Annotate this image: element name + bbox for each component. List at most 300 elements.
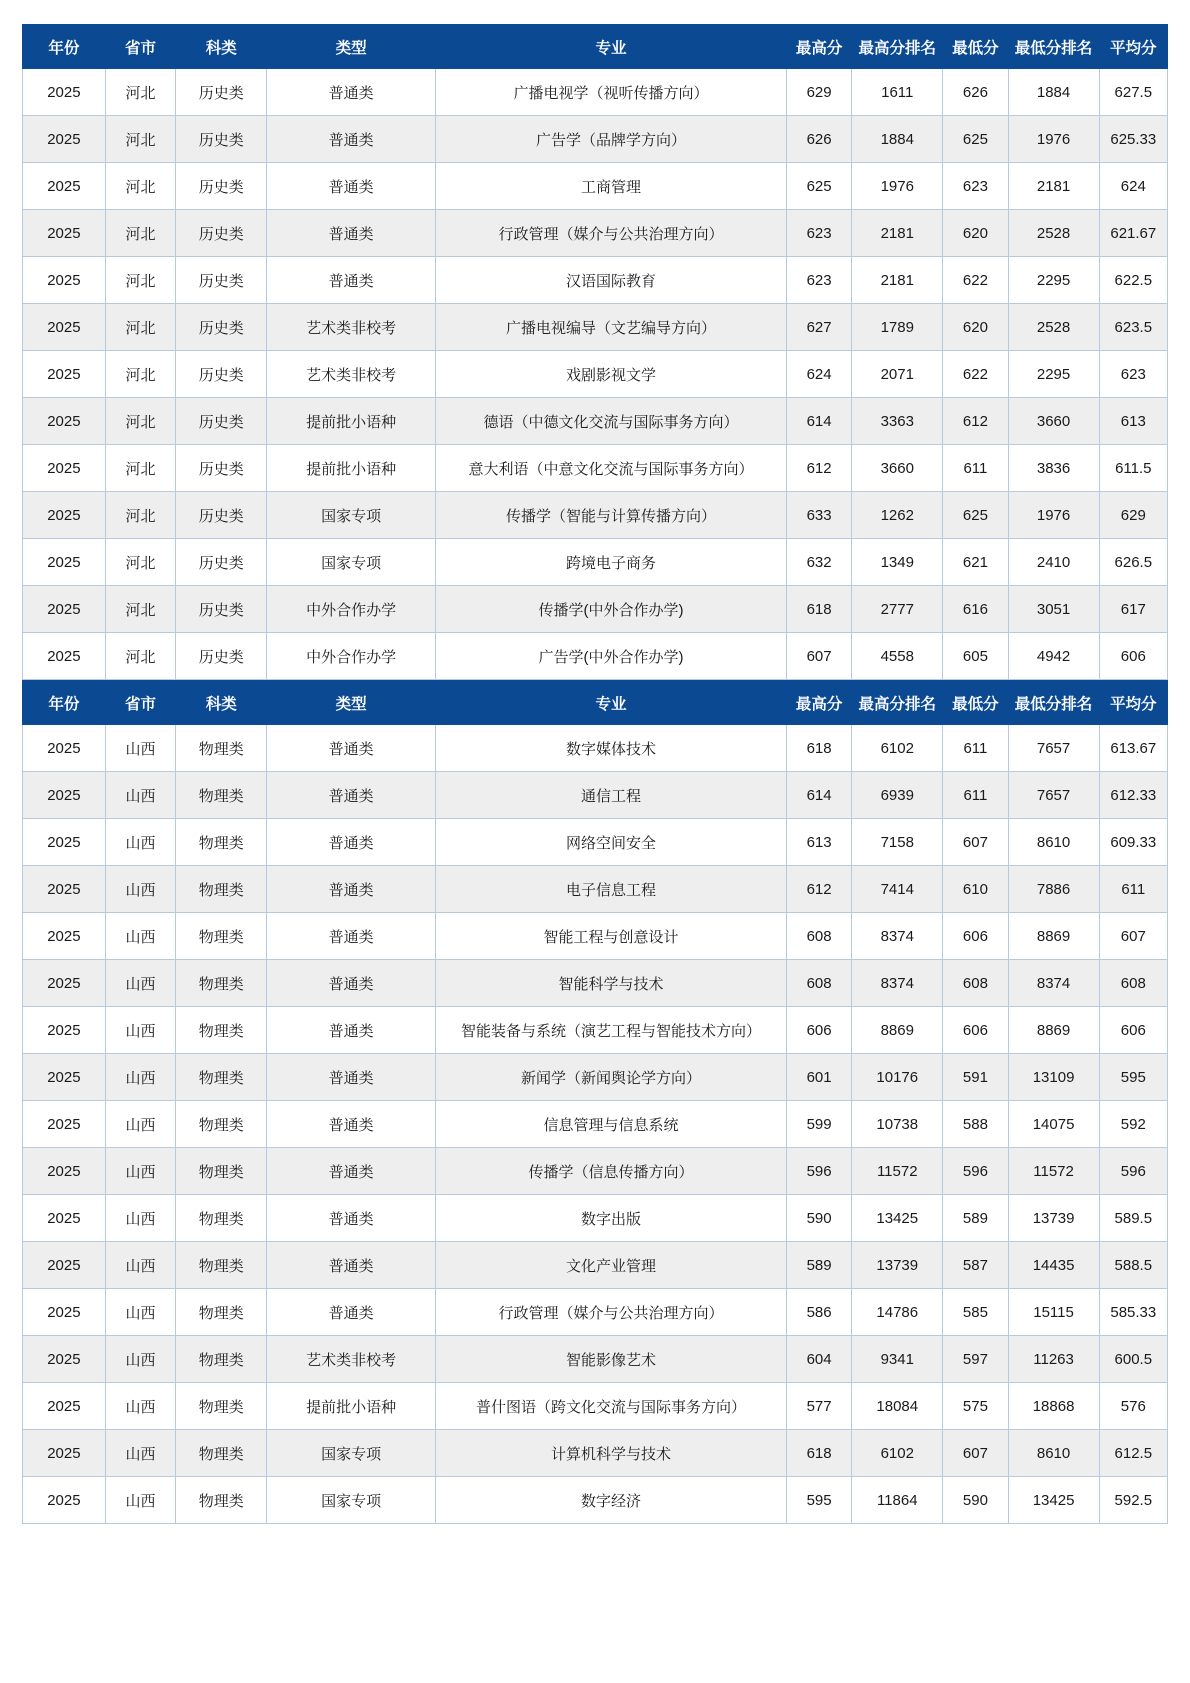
table-row: [23, 772, 1168, 819]
column-header-min-score: 最低分: [943, 25, 1008, 69]
cell-min-score: 605: [943, 633, 1008, 680]
cell-min-score: 575: [943, 1383, 1008, 1430]
table-row: [23, 633, 1168, 680]
cell-min-score: 622: [943, 257, 1008, 304]
cell-max-score: 589: [786, 1242, 851, 1289]
cell-major: 广告学(中外合作办学): [436, 633, 787, 680]
cell-year: 2025: [23, 772, 106, 819]
cell-max-score: 601: [786, 1054, 851, 1101]
cell-min-rank: 11263: [1008, 1336, 1099, 1383]
column-header-min-rank: 最低分排名: [1008, 25, 1099, 69]
cell-avg-score: 623: [1099, 351, 1167, 398]
cell-major: 意大利语（中意文化交流与国际事务方向）: [436, 445, 787, 492]
cell-min-score: 611: [943, 725, 1008, 772]
cell-min-score: 611: [943, 772, 1008, 819]
cell-max-rank: 2181: [852, 257, 943, 304]
cell-type: 普通类: [267, 1195, 436, 1242]
cell-year: 2025: [23, 304, 106, 351]
cell-avg-score: 611: [1099, 866, 1167, 913]
cell-max-score: 577: [786, 1383, 851, 1430]
table-row: [23, 1007, 1168, 1054]
cell-min-rank: 15115: [1008, 1289, 1099, 1336]
cell-major: 智能科学与技术: [436, 960, 787, 1007]
cell-province: 山西: [105, 1101, 175, 1148]
cell-min-score: 588: [943, 1101, 1008, 1148]
cell-type: 普通类: [267, 257, 436, 304]
cell-max-score: 618: [786, 725, 851, 772]
table-row: [23, 163, 1168, 210]
cell-subject: 历史类: [176, 539, 267, 586]
cell-max-score: 618: [786, 586, 851, 633]
column-header-avg-score: 平均分: [1099, 25, 1167, 69]
column-header-max-rank: 最高分排名: [852, 25, 943, 69]
cell-type: 普通类: [267, 163, 436, 210]
cell-year: 2025: [23, 1242, 106, 1289]
cell-max-score: 618: [786, 1430, 851, 1477]
cell-province: 河北: [105, 69, 175, 116]
cell-year: 2025: [23, 1430, 106, 1477]
table-row: [23, 492, 1168, 539]
cell-year: 2025: [23, 1054, 106, 1101]
cell-type: 国家专项: [267, 492, 436, 539]
cell-type: 普通类: [267, 116, 436, 163]
cell-subject: 历史类: [176, 633, 267, 680]
table-row: [23, 539, 1168, 586]
cell-province: 河北: [105, 445, 175, 492]
cell-major: 新闻学（新闻舆论学方向）: [436, 1054, 787, 1101]
cell-max-rank: 1349: [852, 539, 943, 586]
cell-province: 河北: [105, 116, 175, 163]
table-row: [23, 866, 1168, 913]
cell-min-rank: 8869: [1008, 913, 1099, 960]
cell-province: 山西: [105, 1195, 175, 1242]
cell-min-rank: 2528: [1008, 304, 1099, 351]
cell-max-rank: 9341: [852, 1336, 943, 1383]
cell-year: 2025: [23, 69, 106, 116]
cell-province: 山西: [105, 1383, 175, 1430]
cell-min-rank: 11572: [1008, 1148, 1099, 1195]
cell-min-rank: 1976: [1008, 492, 1099, 539]
cell-year: 2025: [23, 1195, 106, 1242]
cell-year: 2025: [23, 1383, 106, 1430]
cell-subject: 物理类: [176, 1477, 267, 1524]
cell-min-rank: 1884: [1008, 69, 1099, 116]
cell-subject: 历史类: [176, 492, 267, 539]
cell-min-score: 625: [943, 116, 1008, 163]
cell-type: 国家专项: [267, 1477, 436, 1524]
table-row: [23, 1336, 1168, 1383]
cell-type: 普通类: [267, 866, 436, 913]
cell-min-rank: 3836: [1008, 445, 1099, 492]
cell-max-score: 596: [786, 1148, 851, 1195]
cell-avg-score: 606: [1099, 1007, 1167, 1054]
cell-min-score: 606: [943, 1007, 1008, 1054]
cell-year: 2025: [23, 1477, 106, 1524]
cell-subject: 物理类: [176, 960, 267, 1007]
cell-avg-score: 588.5: [1099, 1242, 1167, 1289]
cell-min-rank: 8610: [1008, 1430, 1099, 1477]
cell-min-score: 621: [943, 539, 1008, 586]
cell-max-score: 612: [786, 445, 851, 492]
cell-province: 山西: [105, 772, 175, 819]
cell-year: 2025: [23, 257, 106, 304]
cell-year: 2025: [23, 586, 106, 633]
cell-year: 2025: [23, 492, 106, 539]
cell-max-score: 586: [786, 1289, 851, 1336]
cell-province: 河北: [105, 633, 175, 680]
cell-province: 河北: [105, 492, 175, 539]
cell-major: 行政管理（媒介与公共治理方向）: [436, 1289, 787, 1336]
cell-max-rank: 2181: [852, 210, 943, 257]
cell-major: 跨境电子商务: [436, 539, 787, 586]
cell-min-score: 607: [943, 819, 1008, 866]
cell-max-score: 633: [786, 492, 851, 539]
column-header-min-rank: 最低分排名: [1008, 681, 1099, 725]
cell-type: 艺术类非校考: [267, 351, 436, 398]
cell-max-rank: 3660: [852, 445, 943, 492]
column-header-min-score: 最低分: [943, 681, 1008, 725]
cell-min-score: 625: [943, 492, 1008, 539]
cell-avg-score: 600.5: [1099, 1336, 1167, 1383]
cell-min-rank: 8374: [1008, 960, 1099, 1007]
cell-max-rank: 1884: [852, 116, 943, 163]
cell-max-score: 599: [786, 1101, 851, 1148]
cell-min-rank: 4942: [1008, 633, 1099, 680]
cell-avg-score: 627.5: [1099, 69, 1167, 116]
cell-subject: 物理类: [176, 1148, 267, 1195]
cell-max-score: 608: [786, 913, 851, 960]
table-row: [23, 960, 1168, 1007]
cell-major: 网络空间安全: [436, 819, 787, 866]
cell-subject: 物理类: [176, 819, 267, 866]
cell-major: 计算机科学与技术: [436, 1430, 787, 1477]
cell-province: 河北: [105, 398, 175, 445]
table-row: [23, 725, 1168, 772]
cell-major: 信息管理与信息系统: [436, 1101, 787, 1148]
cell-min-rank: 13425: [1008, 1477, 1099, 1524]
table-row: [23, 210, 1168, 257]
cell-major: 智能装备与系统（演艺工程与智能技术方向）: [436, 1007, 787, 1054]
cell-subject: 历史类: [176, 69, 267, 116]
cell-max-score: 629: [786, 69, 851, 116]
cell-type: 普通类: [267, 1007, 436, 1054]
cell-avg-score: 611.5: [1099, 445, 1167, 492]
cell-subject: 物理类: [176, 1054, 267, 1101]
cell-avg-score: 612.5: [1099, 1430, 1167, 1477]
cell-min-rank: 2295: [1008, 351, 1099, 398]
cell-min-rank: 2528: [1008, 210, 1099, 257]
cell-min-score: 597: [943, 1336, 1008, 1383]
cell-avg-score: 607: [1099, 913, 1167, 960]
column-header-province: 省市: [105, 681, 175, 725]
cell-max-rank: 14786: [852, 1289, 943, 1336]
cell-major: 智能工程与创意设计: [436, 913, 787, 960]
table-row: [23, 351, 1168, 398]
cell-province: 山西: [105, 1054, 175, 1101]
cell-year: 2025: [23, 445, 106, 492]
cell-max-rank: 7158: [852, 819, 943, 866]
cell-subject: 物理类: [176, 1336, 267, 1383]
cell-max-rank: 6102: [852, 725, 943, 772]
cell-year: 2025: [23, 960, 106, 1007]
table-row: [23, 1383, 1168, 1430]
cell-major: 电子信息工程: [436, 866, 787, 913]
cell-subject: 历史类: [176, 445, 267, 492]
cell-avg-score: 608: [1099, 960, 1167, 1007]
cell-avg-score: 595: [1099, 1054, 1167, 1101]
cell-avg-score: 623.5: [1099, 304, 1167, 351]
cell-max-score: 624: [786, 351, 851, 398]
cell-type: 普通类: [267, 772, 436, 819]
cell-max-score: 606: [786, 1007, 851, 1054]
cell-subject: 物理类: [176, 913, 267, 960]
cell-avg-score: 613.67: [1099, 725, 1167, 772]
cell-min-rank: 3051: [1008, 586, 1099, 633]
cell-major: 广播电视编导（文艺编导方向）: [436, 304, 787, 351]
column-header-subject: 科类: [176, 681, 267, 725]
table-row: [23, 69, 1168, 116]
cell-avg-score: 609.33: [1099, 819, 1167, 866]
cell-year: 2025: [23, 1007, 106, 1054]
table-row: [23, 1195, 1168, 1242]
cell-subject: 历史类: [176, 116, 267, 163]
cell-type: 中外合作办学: [267, 633, 436, 680]
cell-major: 传播学(中外合作办学): [436, 586, 787, 633]
cell-max-rank: 10738: [852, 1101, 943, 1148]
cell-min-score: 616: [943, 586, 1008, 633]
column-header-major: 专业: [436, 681, 787, 725]
cell-min-score: 596: [943, 1148, 1008, 1195]
cell-subject: 物理类: [176, 1195, 267, 1242]
table-row: [23, 257, 1168, 304]
cell-max-score: 612: [786, 866, 851, 913]
cell-type: 中外合作办学: [267, 586, 436, 633]
cell-major: 戏剧影视文学: [436, 351, 787, 398]
cell-avg-score: 626.5: [1099, 539, 1167, 586]
cell-max-rank: 11864: [852, 1477, 943, 1524]
cell-subject: 历史类: [176, 586, 267, 633]
cell-min-score: 620: [943, 210, 1008, 257]
table-row: [23, 1148, 1168, 1195]
cell-year: 2025: [23, 1148, 106, 1195]
cell-major: 广播电视学（视听传播方向）: [436, 69, 787, 116]
cell-subject: 物理类: [176, 725, 267, 772]
cell-major: 工商管理: [436, 163, 787, 210]
cell-subject: 历史类: [176, 398, 267, 445]
cell-max-rank: 4558: [852, 633, 943, 680]
cell-type: 普通类: [267, 819, 436, 866]
cell-min-score: 587: [943, 1242, 1008, 1289]
cell-min-score: 606: [943, 913, 1008, 960]
cell-min-rank: 18868: [1008, 1383, 1099, 1430]
cell-min-score: 622: [943, 351, 1008, 398]
cell-type: 普通类: [267, 960, 436, 1007]
cell-year: 2025: [23, 398, 106, 445]
cell-major: 数字经济: [436, 1477, 787, 1524]
cell-year: 2025: [23, 210, 106, 257]
cell-max-score: 627: [786, 304, 851, 351]
column-header-province: 省市: [105, 25, 175, 69]
cell-province: 山西: [105, 913, 175, 960]
cell-avg-score: 606: [1099, 633, 1167, 680]
cell-province: 山西: [105, 1289, 175, 1336]
cell-year: 2025: [23, 819, 106, 866]
cell-province: 河北: [105, 539, 175, 586]
cell-min-rank: 3660: [1008, 398, 1099, 445]
cell-max-score: 623: [786, 257, 851, 304]
cell-min-rank: 13109: [1008, 1054, 1099, 1101]
cell-major: 广告学（品牌学方向）: [436, 116, 787, 163]
column-header-year: 年份: [23, 681, 106, 725]
cell-max-rank: 8374: [852, 913, 943, 960]
cell-max-rank: 3363: [852, 398, 943, 445]
cell-subject: 物理类: [176, 1383, 267, 1430]
column-header-avg-score: 平均分: [1099, 681, 1167, 725]
cell-subject: 历史类: [176, 351, 267, 398]
table-row: [23, 1430, 1168, 1477]
cell-min-rank: 2181: [1008, 163, 1099, 210]
cell-subject: 物理类: [176, 866, 267, 913]
cell-province: 河北: [105, 304, 175, 351]
cell-max-score: 604: [786, 1336, 851, 1383]
cell-avg-score: 622.5: [1099, 257, 1167, 304]
cell-major: 行政管理（媒介与公共治理方向）: [436, 210, 787, 257]
cell-avg-score: 592: [1099, 1101, 1167, 1148]
cell-max-rank: 8374: [852, 960, 943, 1007]
cell-province: 山西: [105, 1430, 175, 1477]
cell-year: 2025: [23, 351, 106, 398]
cell-max-rank: 13739: [852, 1242, 943, 1289]
cell-min-score: 620: [943, 304, 1008, 351]
column-header-type: 类型: [267, 681, 436, 725]
cell-avg-score: 624: [1099, 163, 1167, 210]
cell-min-rank: 7657: [1008, 725, 1099, 772]
cell-type: 普通类: [267, 1101, 436, 1148]
cell-min-rank: 7886: [1008, 866, 1099, 913]
cell-major: 德语（中德文化交流与国际事务方向）: [436, 398, 787, 445]
cell-max-rank: 1262: [852, 492, 943, 539]
table-row: [23, 1054, 1168, 1101]
cell-max-score: 590: [786, 1195, 851, 1242]
cell-major: 传播学（智能与计算传播方向）: [436, 492, 787, 539]
cell-type: 普通类: [267, 1148, 436, 1195]
table-row: [23, 913, 1168, 960]
table-row: [23, 116, 1168, 163]
cell-max-score: 608: [786, 960, 851, 1007]
column-header-max-rank: 最高分排名: [852, 681, 943, 725]
cell-province: 山西: [105, 1007, 175, 1054]
cell-min-score: 585: [943, 1289, 1008, 1336]
cell-type: 提前批小语种: [267, 445, 436, 492]
cell-subject: 物理类: [176, 772, 267, 819]
cell-max-rank: 6939: [852, 772, 943, 819]
cell-avg-score: 625.33: [1099, 116, 1167, 163]
cell-max-rank: 18084: [852, 1383, 943, 1430]
cell-major: 普什图语（跨文化交流与国际事务方向）: [436, 1383, 787, 1430]
cell-max-score: 623: [786, 210, 851, 257]
table-row: [23, 1101, 1168, 1148]
cell-avg-score: 613: [1099, 398, 1167, 445]
cell-min-rank: 14435: [1008, 1242, 1099, 1289]
column-header-year: 年份: [23, 25, 106, 69]
cell-year: 2025: [23, 866, 106, 913]
cell-year: 2025: [23, 1101, 106, 1148]
cell-max-rank: 2071: [852, 351, 943, 398]
score-table-1: [22, 24, 1168, 680]
cell-min-rank: 2295: [1008, 257, 1099, 304]
score-table-2: [22, 680, 1168, 1524]
cell-type: 国家专项: [267, 539, 436, 586]
cell-year: 2025: [23, 1336, 106, 1383]
cell-max-score: 625: [786, 163, 851, 210]
cell-max-rank: 1976: [852, 163, 943, 210]
cell-type: 普通类: [267, 210, 436, 257]
cell-max-rank: 1789: [852, 304, 943, 351]
cell-avg-score: 596: [1099, 1148, 1167, 1195]
cell-year: 2025: [23, 539, 106, 586]
cell-type: 普通类: [267, 1289, 436, 1336]
cell-type: 艺术类非校考: [267, 1336, 436, 1383]
cell-subject: 历史类: [176, 257, 267, 304]
cell-year: 2025: [23, 116, 106, 163]
cell-type: 普通类: [267, 725, 436, 772]
tables-container: [22, 24, 1168, 1524]
cell-max-score: 614: [786, 398, 851, 445]
cell-min-score: 590: [943, 1477, 1008, 1524]
cell-province: 山西: [105, 1242, 175, 1289]
cell-province: 河北: [105, 163, 175, 210]
cell-subject: 物理类: [176, 1101, 267, 1148]
cell-province: 山西: [105, 819, 175, 866]
table-row: [23, 1477, 1168, 1524]
cell-min-rank: 8610: [1008, 819, 1099, 866]
table-row: [23, 398, 1168, 445]
cell-subject: 物理类: [176, 1007, 267, 1054]
cell-max-rank: 11572: [852, 1148, 943, 1195]
cell-max-rank: 8869: [852, 1007, 943, 1054]
cell-province: 山西: [105, 1148, 175, 1195]
cell-province: 河北: [105, 586, 175, 633]
cell-max-score: 626: [786, 116, 851, 163]
cell-subject: 物理类: [176, 1430, 267, 1477]
table-row: [23, 1242, 1168, 1289]
cell-province: 山西: [105, 725, 175, 772]
cell-year: 2025: [23, 633, 106, 680]
cell-type: 普通类: [267, 69, 436, 116]
cell-province: 山西: [105, 1336, 175, 1383]
cell-type: 提前批小语种: [267, 1383, 436, 1430]
cell-subject: 历史类: [176, 210, 267, 257]
cell-year: 2025: [23, 725, 106, 772]
column-header-max-score: 最高分: [786, 681, 851, 725]
cell-subject: 物理类: [176, 1242, 267, 1289]
cell-type: 艺术类非校考: [267, 304, 436, 351]
cell-province: 山西: [105, 960, 175, 1007]
cell-min-score: 589: [943, 1195, 1008, 1242]
cell-min-score: 626: [943, 69, 1008, 116]
cell-type: 普通类: [267, 1242, 436, 1289]
table-row: [23, 819, 1168, 866]
cell-max-score: 614: [786, 772, 851, 819]
cell-max-rank: 1611: [852, 69, 943, 116]
cell-major: 汉语国际教育: [436, 257, 787, 304]
table-row: [23, 445, 1168, 492]
cell-type: 普通类: [267, 913, 436, 960]
cell-max-score: 632: [786, 539, 851, 586]
table-row: [23, 586, 1168, 633]
cell-min-score: 607: [943, 1430, 1008, 1477]
table-row: [23, 304, 1168, 351]
